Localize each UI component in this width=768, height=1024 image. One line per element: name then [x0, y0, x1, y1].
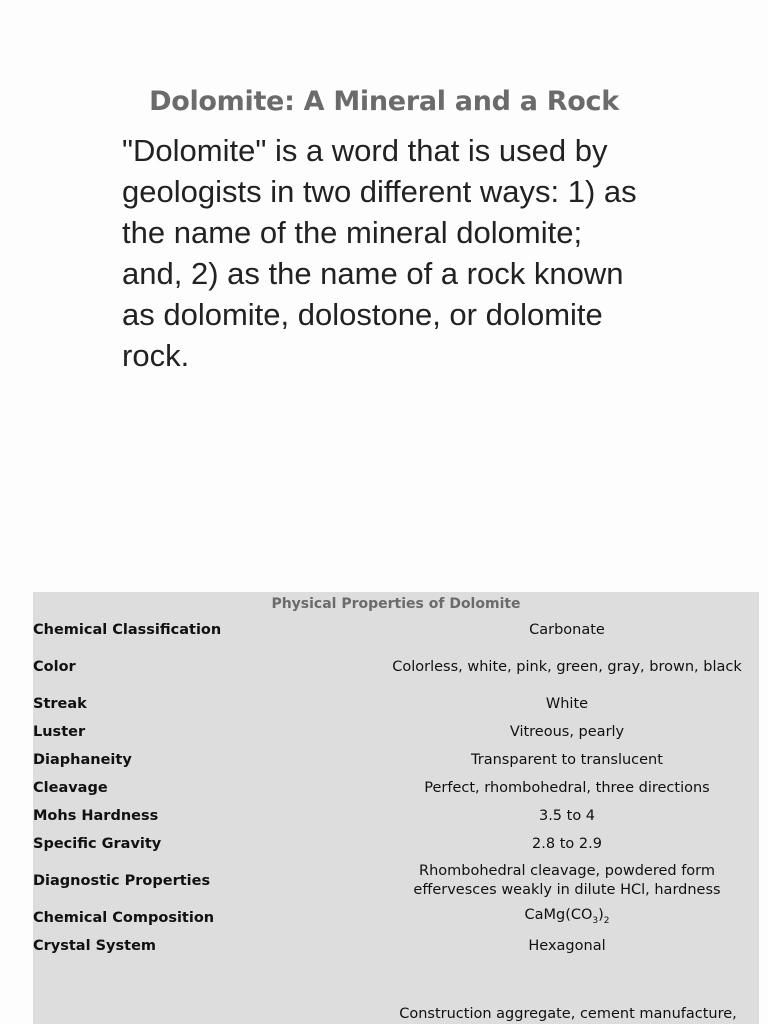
- property-value: Carbonate: [529, 621, 605, 638]
- property-value: Rhombohedral cleavage, powdered form effervesces weakly in dilute HCl, hardness: [413, 863, 721, 898]
- slide-title: Dolomite: A Mineral and a Rock: [149, 86, 619, 117]
- property-name: Mohs Hardness: [33, 808, 159, 824]
- properties-table-panel: [33, 592, 759, 1024]
- property-name: Chemical Classification: [33, 622, 222, 638]
- property-value: White: [545, 695, 589, 712]
- property-name: Luster: [33, 724, 86, 740]
- table-row: [33, 830, 759, 858]
- property-value: Colorless, white, pink, green, gray, brown, black: [392, 658, 742, 675]
- property-name: Crystal System: [33, 938, 157, 954]
- property-name: Diaphaneity: [33, 752, 132, 768]
- property-name: Cleavage: [33, 780, 108, 796]
- chemical-formula: [375, 904, 759, 932]
- table-row: [33, 858, 759, 904]
- table-row: [33, 904, 759, 932]
- formula-part: ): [598, 906, 604, 923]
- property-name: Chemical Composition: [33, 910, 215, 926]
- property-name: Diagnostic Properties: [33, 873, 211, 889]
- uses-value-partial: Construction aggregate, cement manufacture,: [399, 1006, 737, 1022]
- table-row: [33, 774, 759, 802]
- property-value: 2.8 to 2.9: [532, 835, 602, 852]
- table-caption: Physical Properties of Dolomite: [271, 596, 521, 612]
- slide-body-text: "Dolomite" is a word that is used by geologists in two different ways: 1) as the name of the mineral dolomite; and, 2) as the name of a rock known as dolomite, dolostone, or dolomite rock.: [122, 133, 637, 373]
- table-row: [33, 802, 759, 830]
- table-row: [33, 932, 759, 960]
- table-row: [33, 746, 759, 774]
- table-row: [33, 718, 759, 746]
- formula-subscript: 3: [592, 915, 599, 926]
- property-name: Specific Gravity: [33, 836, 162, 852]
- property-value: Hexagonal: [528, 937, 606, 954]
- table-row: [33, 644, 759, 690]
- property-value: Perfect, rhombohedral, three directions: [424, 779, 710, 796]
- formula-part: CaMg(CO: [524, 906, 593, 923]
- properties-table: [33, 616, 759, 960]
- table-row: [33, 616, 759, 644]
- property-name: Color: [33, 659, 76, 675]
- property-value: 3.5 to 4: [538, 807, 596, 824]
- property-value: Transparent to translucent: [471, 751, 663, 768]
- table-row: [33, 690, 759, 718]
- property-name: Streak: [33, 696, 87, 712]
- property-value: Vitreous, pearly: [509, 723, 625, 740]
- formula-subscript: 2: [603, 915, 610, 926]
